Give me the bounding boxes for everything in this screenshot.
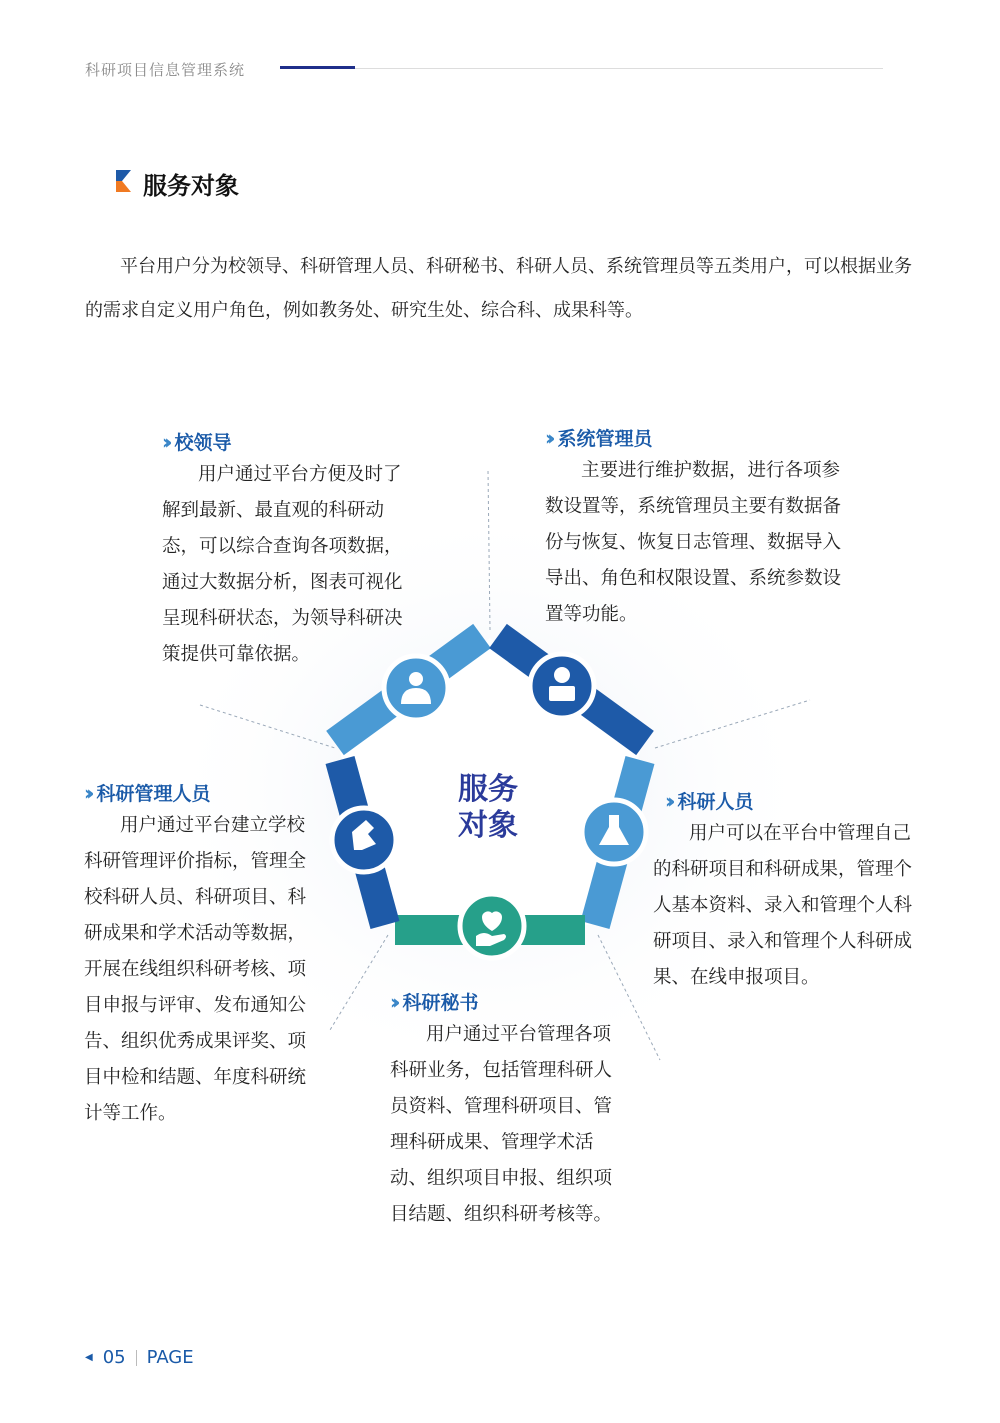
text-line: 校科研人员、科研项目、科 — [84, 887, 307, 908]
diagram-center-line-1: 服务 — [458, 772, 518, 807]
text-line: 数设置等，系统管理员主要有数据备 — [545, 496, 842, 517]
intro-line-2: 的需求自定义用户角色，例如教务处、研究生处、综合科、成果科等。 — [85, 300, 643, 321]
role-admin — [545, 424, 841, 633]
role-heading — [162, 428, 403, 455]
page-number: 05 — [102, 1347, 126, 1368]
footer-divider — [136, 1350, 137, 1366]
role-title: 校领导 — [174, 432, 232, 454]
header-accent-bar — [280, 66, 355, 69]
text-line: 用户通过平台方便及时了 — [198, 464, 402, 485]
text-line: 科研管理评价指标，管理全 — [84, 851, 307, 872]
text-line: 的科研项目和科研成果，管理个 — [653, 859, 913, 880]
text-line: 告、组织优秀成果评奖、项 — [84, 1031, 307, 1052]
text-line: 呈现科研状态，为领导科研决 — [162, 608, 403, 629]
role-leaders — [162, 428, 403, 673]
section-marker-icon — [116, 170, 131, 192]
text-line: 果、在线申报项目。 — [653, 967, 820, 988]
triangle-left-icon: ◀ — [85, 1352, 93, 1363]
role-title: 科研秘书 — [402, 992, 479, 1014]
text-line: 份与恢复、恢复日志管理、数据导入 — [545, 532, 842, 553]
header-divider — [280, 68, 883, 69]
text-line: 人基本资料、录入和管理个人科 — [653, 895, 913, 916]
text-line: 目结题、组织科研考核等。 — [390, 1204, 613, 1225]
chevron-right-icon: ›› — [545, 425, 550, 450]
text-line: 理科研成果、管理学术活 — [390, 1132, 594, 1153]
role-heading — [84, 779, 306, 806]
section-title: 服务对象 — [143, 172, 239, 200]
text-line: 导出、角色和权限设置、系统参数设 — [545, 568, 842, 589]
diagram-center-line-2: 对象 — [458, 808, 518, 843]
text-line: 开展在线组织科研考核、项 — [84, 959, 307, 980]
text-line: 态，可以综合查询各项数据， — [162, 536, 403, 557]
text-line: 置等功能。 — [545, 604, 638, 625]
role-researchers — [653, 787, 912, 996]
role-title: 系统管理员 — [557, 428, 653, 450]
page-footer — [85, 1347, 194, 1368]
chevron-right-icon: ›› — [390, 989, 395, 1014]
text-line: 计等工作。 — [84, 1103, 177, 1124]
role-heading — [390, 988, 612, 1015]
text-line: 目中检和结题、年度科研统 — [84, 1067, 307, 1088]
text-line: 用户通过平台管理各项 — [426, 1024, 612, 1045]
text-line: 用户通过平台建立学校 — [120, 815, 306, 836]
chevron-right-icon: ›› — [84, 780, 89, 805]
role-management — [84, 779, 306, 1132]
role-secretary — [390, 988, 612, 1233]
role-title: 科研人员 — [677, 791, 754, 813]
text-line: 解到最新、最直观的科研动 — [162, 500, 385, 521]
text-line: 科研业务，包括管理科研人 — [390, 1060, 613, 1081]
text-line: 研项目、录入和管理个人科研成 — [653, 931, 913, 952]
text-line: 用户可以在平台中管理自己 — [689, 823, 912, 844]
text-line: 研成果和学术活动等数据， — [84, 923, 307, 944]
text-line: 通过大数据分析，图表可视化 — [162, 572, 403, 593]
chevron-right-icon: ›› — [162, 429, 167, 454]
text-line: 目申报与评审、发布通知公 — [84, 995, 307, 1016]
page-label: PAGE — [146, 1347, 194, 1368]
text-line: 策提供可靠依据。 — [162, 644, 311, 665]
text-line: 员资料、管理科研项目、管 — [390, 1096, 613, 1117]
chevron-right-icon: ›› — [665, 788, 670, 813]
role-heading — [545, 424, 841, 451]
intro-line-1: 平台用户分为校领导、科研管理人员、科研秘书、科研人员、系统管理员等五类用户，可以根据业务 — [120, 256, 912, 277]
role-heading — [653, 787, 912, 814]
text-line: 动、组织项目申报、组织项 — [390, 1168, 613, 1189]
text-line: 主要进行维护数据，进行各项参 — [581, 460, 841, 481]
header-title: 科研项目信息管理系统 — [85, 61, 246, 79]
role-title: 科研管理人员 — [96, 783, 211, 805]
